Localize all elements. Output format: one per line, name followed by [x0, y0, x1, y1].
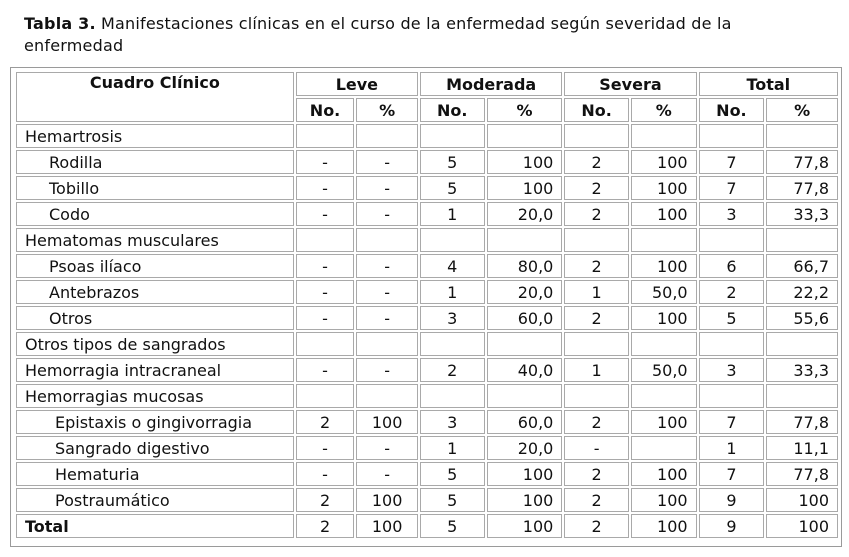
cell-severa-pct [631, 228, 697, 252]
cell-moderada-pct: 60,0 [487, 306, 563, 330]
cell-total-no: 1 [699, 436, 765, 460]
cell-leve-pct: 100 [356, 410, 418, 434]
cell-total-no [699, 124, 765, 148]
cell-total-no: 7 [699, 462, 765, 486]
cell-leve-no [296, 228, 355, 252]
cell-severa-no: - [564, 436, 629, 460]
cell-leve-no: - [296, 280, 355, 304]
total-total-pct: 100 [766, 514, 838, 538]
table-row [16, 358, 838, 382]
cell-total-no: 3 [699, 202, 765, 226]
header-sub-no: No. [296, 98, 355, 122]
header-group-total: Total [699, 72, 838, 96]
row-label: Tobillo [16, 176, 294, 200]
cell-severa-pct: 100 [631, 462, 697, 486]
cell-moderada-no: 1 [420, 436, 485, 460]
cell-severa-no: 2 [564, 488, 629, 512]
header-sub-pct: % [766, 98, 838, 122]
header-sub-no: No. [420, 98, 485, 122]
total-severa-no: 2 [564, 514, 629, 538]
table-row [16, 488, 838, 512]
cell-severa-no [564, 124, 629, 148]
cell-total-pct: 100 [766, 488, 838, 512]
cell-severa-no: 2 [564, 202, 629, 226]
cell-severa-no [564, 332, 629, 356]
cell-moderada-no: 1 [420, 280, 485, 304]
cell-leve-no: - [296, 358, 355, 382]
cell-moderada-pct [487, 384, 563, 408]
cell-leve-pct [356, 384, 418, 408]
cell-leve-no: - [296, 150, 355, 174]
cell-moderada-pct: 100 [487, 150, 563, 174]
header-sub-pct: % [631, 98, 697, 122]
cell-total-pct: 77,8 [766, 150, 838, 174]
cell-total-pct [766, 124, 838, 148]
cell-total-pct: 77,8 [766, 462, 838, 486]
cell-severa-no: 2 [564, 462, 629, 486]
cell-severa-no: 1 [564, 358, 629, 382]
cell-leve-pct: - [356, 254, 418, 278]
cell-moderada-no: 5 [420, 462, 485, 486]
total-total-no: 9 [699, 514, 765, 538]
row-label: Otros tipos de sangrados [16, 332, 294, 356]
cell-moderada-pct: 20,0 [487, 202, 563, 226]
cell-severa-no [564, 228, 629, 252]
cell-moderada-pct: 40,0 [487, 358, 563, 382]
cell-severa-pct: 50,0 [631, 280, 697, 304]
total-moderada-pct: 100 [487, 514, 563, 538]
total-severa-pct: 100 [631, 514, 697, 538]
cell-leve-pct: - [356, 176, 418, 200]
total-leve-no: 2 [296, 514, 355, 538]
cell-severa-pct: 100 [631, 488, 697, 512]
table-row [16, 228, 838, 252]
cell-total-pct: 55,6 [766, 306, 838, 330]
total-leve-pct: 100 [356, 514, 418, 538]
cell-total-pct [766, 228, 838, 252]
cell-total-no: 3 [699, 358, 765, 382]
header-cuadro-clinico: Cuadro Clínico [16, 72, 294, 122]
cell-total-no [699, 384, 765, 408]
cell-total-pct: 66,7 [766, 254, 838, 278]
caption-label: Tabla 3. [24, 14, 96, 33]
cell-severa-no: 2 [564, 254, 629, 278]
row-label: Sangrado digestivo [16, 436, 294, 460]
cell-total-no: 7 [699, 150, 765, 174]
cell-severa-pct [631, 332, 697, 356]
header-sub-no: No. [564, 98, 629, 122]
cell-moderada-no: 4 [420, 254, 485, 278]
cell-moderada-pct: 100 [487, 176, 563, 200]
cell-total-pct: 33,3 [766, 202, 838, 226]
cell-severa-pct [631, 124, 697, 148]
cell-leve-pct: 100 [356, 488, 418, 512]
row-label: Psoas ilíaco [16, 254, 294, 278]
cell-leve-no: - [296, 176, 355, 200]
cell-leve-no [296, 124, 355, 148]
header-sub-no: No. [699, 98, 765, 122]
row-label: Epistaxis o gingivorragia [16, 410, 294, 434]
table-row [16, 280, 838, 304]
table-row [16, 306, 838, 330]
cell-leve-pct: - [356, 280, 418, 304]
cell-moderada-no: 5 [420, 150, 485, 174]
row-label: Rodilla [16, 150, 294, 174]
cell-total-no: 7 [699, 410, 765, 434]
cell-moderada-pct: 80,0 [487, 254, 563, 278]
cell-total-pct [766, 332, 838, 356]
table-row [16, 254, 838, 278]
table-row [16, 436, 838, 460]
cell-moderada-pct: 100 [487, 462, 563, 486]
cell-leve-pct: - [356, 150, 418, 174]
cell-leve-pct [356, 124, 418, 148]
row-label: Otros [16, 306, 294, 330]
table-body [16, 72, 838, 538]
cell-moderada-pct: 20,0 [487, 280, 563, 304]
header-group-severa: Severa [564, 72, 696, 96]
cell-moderada-no [420, 384, 485, 408]
cell-severa-pct [631, 384, 697, 408]
cell-moderada-pct: 100 [487, 488, 563, 512]
caption-text: Manifestaciones clínicas en el curso de la enfermedad según severidad de la enfermedad [24, 14, 732, 55]
cell-moderada-no: 5 [420, 176, 485, 200]
header-group-leve: Leve [296, 72, 418, 96]
cell-moderada-pct [487, 332, 563, 356]
cell-moderada-no: 3 [420, 306, 485, 330]
cell-leve-pct: - [356, 358, 418, 382]
row-label: Antebrazos [16, 280, 294, 304]
cell-severa-no: 2 [564, 306, 629, 330]
cell-leve-pct: - [356, 202, 418, 226]
total-label: Total [16, 514, 294, 538]
cell-severa-pct [631, 436, 697, 460]
cell-total-pct: 77,8 [766, 176, 838, 200]
header-sub-pct: % [356, 98, 418, 122]
cell-leve-no: 2 [296, 410, 355, 434]
cell-moderada-no: 1 [420, 202, 485, 226]
cell-moderada-no: 3 [420, 410, 485, 434]
table-caption [24, 13, 814, 57]
cell-leve-no [296, 332, 355, 356]
row-label: Hemorragia intracraneal [16, 358, 294, 382]
cell-moderada-no [420, 124, 485, 148]
cell-leve-pct [356, 332, 418, 356]
cell-severa-pct: 100 [631, 150, 697, 174]
row-label: Hemartrosis [16, 124, 294, 148]
row-label: Postraumático [16, 488, 294, 512]
cell-severa-pct: 100 [631, 306, 697, 330]
table-row [16, 462, 838, 486]
cell-moderada-pct: 20,0 [487, 436, 563, 460]
total-row [16, 514, 838, 538]
cell-total-pct: 33,3 [766, 358, 838, 382]
row-label: Hematomas musculares [16, 228, 294, 252]
cell-leve-no: 2 [296, 488, 355, 512]
cell-total-pct [766, 384, 838, 408]
cell-moderada-no: 5 [420, 488, 485, 512]
cell-severa-pct: 50,0 [631, 358, 697, 382]
cell-leve-no: - [296, 306, 355, 330]
cell-leve-no: - [296, 254, 355, 278]
cell-moderada-pct [487, 124, 563, 148]
cell-moderada-no [420, 228, 485, 252]
cell-severa-no: 2 [564, 176, 629, 200]
cell-severa-no: 1 [564, 280, 629, 304]
cell-moderada-pct [487, 228, 563, 252]
cell-leve-no: - [296, 202, 355, 226]
cell-total-no [699, 228, 765, 252]
cell-leve-pct: - [356, 462, 418, 486]
cell-severa-pct: 100 [631, 176, 697, 200]
cell-total-pct: 22,2 [766, 280, 838, 304]
cell-total-no: 2 [699, 280, 765, 304]
clinical-table [14, 70, 840, 540]
table-row [16, 410, 838, 434]
cell-severa-no [564, 384, 629, 408]
cell-total-no [699, 332, 765, 356]
cell-total-pct: 11,1 [766, 436, 838, 460]
cell-moderada-no: 2 [420, 358, 485, 382]
cell-severa-no: 2 [564, 410, 629, 434]
cell-severa-pct: 100 [631, 202, 697, 226]
total-moderada-no: 5 [420, 514, 485, 538]
header-sub-pct: % [487, 98, 563, 122]
table-row [16, 332, 838, 356]
cell-leve-no: - [296, 462, 355, 486]
cell-leve-pct: - [356, 306, 418, 330]
cell-severa-pct: 100 [631, 410, 697, 434]
cell-leve-pct [356, 228, 418, 252]
table-row [16, 124, 838, 148]
row-label: Hemorragias mucosas [16, 384, 294, 408]
header-group-moderada: Moderada [420, 72, 562, 96]
cell-severa-no: 2 [564, 150, 629, 174]
cell-total-no: 7 [699, 176, 765, 200]
cell-total-pct: 77,8 [766, 410, 838, 434]
table-row [16, 176, 838, 200]
table-row [16, 384, 838, 408]
cell-total-no: 9 [699, 488, 765, 512]
table-row [16, 150, 838, 174]
cell-total-no: 5 [699, 306, 765, 330]
table-row [16, 202, 838, 226]
row-label: Hematuria [16, 462, 294, 486]
cell-leve-pct: - [356, 436, 418, 460]
cell-total-no: 6 [699, 254, 765, 278]
cell-moderada-no [420, 332, 485, 356]
cell-severa-pct: 100 [631, 254, 697, 278]
cell-leve-no: - [296, 436, 355, 460]
cell-leve-no [296, 384, 355, 408]
header-row-groups [16, 72, 838, 96]
row-label: Codo [16, 202, 294, 226]
cell-moderada-pct: 60,0 [487, 410, 563, 434]
